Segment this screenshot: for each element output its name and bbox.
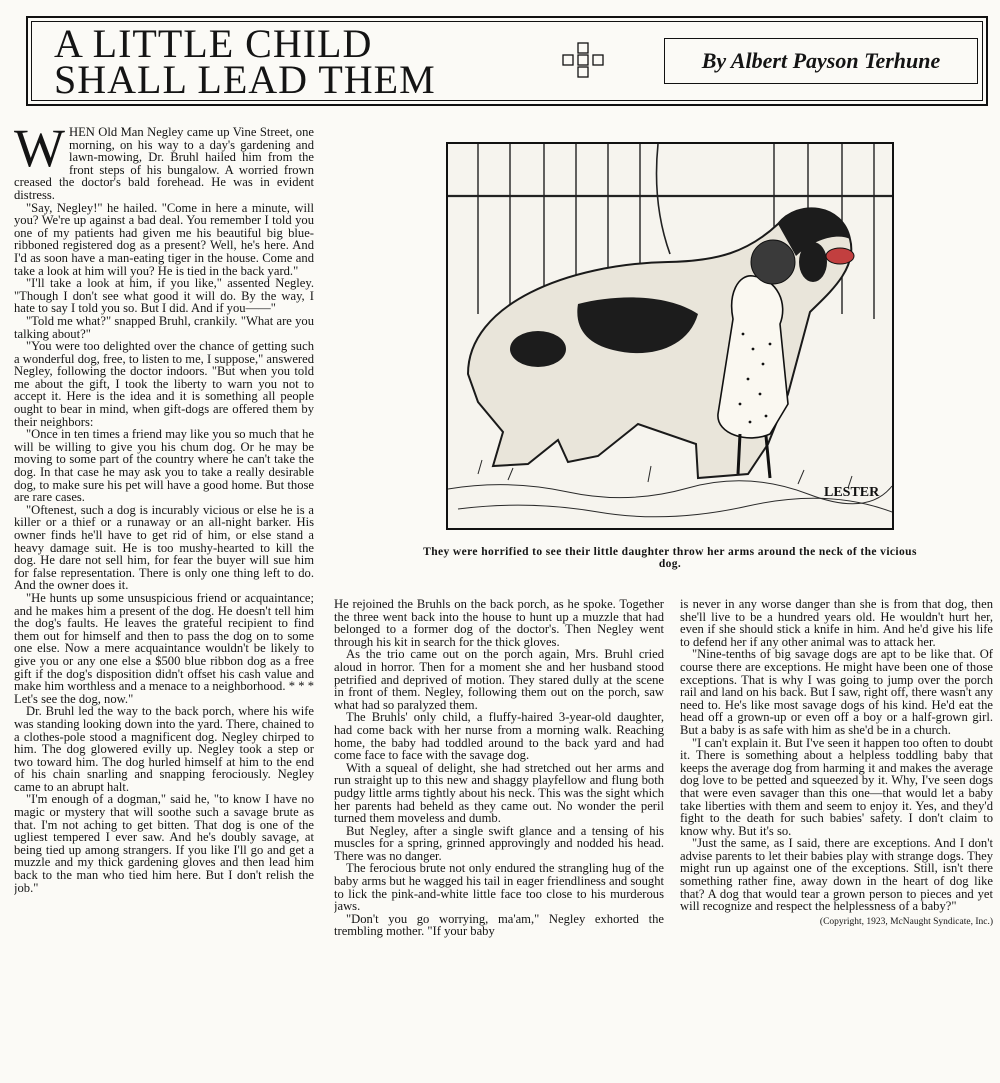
drop-cap: W xyxy=(14,126,65,178)
article-paragraph: "He hunts up some unsuspicious friend or acquaintance; and he makes him a present of the dog. He doesn't tell him the dog's faults. He leaves the grateful recipient to find them out for himself and then to pass the dog on to some one else. Now a mere acquaintance wouldn't be likely to give you or any one else a $500 blue ribbon dog as a free gift if the dog's disposition didn't offset his cash value and make him worthless and a menace to a neighborhood. * * * Let's see the dog, now." xyxy=(14,590,314,706)
byline: By Albert Payson Terhune xyxy=(664,38,978,84)
article-paragraph: The ferocious brute not only endured the strangling hug of the baby arms but he wagged his tail in eager friendliness and sought to lick the pink-and-white little face too close to his murderous jaws. xyxy=(334,861,664,914)
article-paragraph: is never in any worse danger than she is from that dog, then she'll live to be a hundred years old. He wouldn't hurt her, even if she should stick a knife in him. And he'd give his life to defend her if any other animal was to attack her. xyxy=(680,598,993,649)
article-column-3 xyxy=(680,598,993,1068)
paragraph-text: HEN Old Man Negley came up Vine Street, one morning, on his way to a day's gardening and lawn-mowing, Dr. Bruhl hailed him from the front steps of his bungalow. A worried frown creased the doctor's bald forehead. He was in evident distress. xyxy=(14,126,314,202)
article-column-2 xyxy=(334,598,664,1073)
article-paragraph: As the trio came out on the porch again, Mrs. Bruhl cried aloud in horror. Then for a moment she and her husband stood petrified and deprived of motion. They stared dully at the scene in front of them. Negley, following them out on the porch, saw what had so paralyzed them. xyxy=(334,647,664,712)
headline xyxy=(54,21,436,102)
article-paragraph: "Say, Negley!" he hailed. "Come in here a minute, will you? We're up against a bad deal. You remember I told you one of my patients had given me his beautiful big blue-ribboned registered dog as a present? Well, he's here. And I'd as soon have a man-eating tiger in the house. Come and take a look at him will you? He is tied in the back yard." xyxy=(14,200,314,278)
masthead xyxy=(26,16,988,106)
headline-line-2: SHALL LEAD THEM xyxy=(54,57,436,102)
article-paragraph: "I can't explain it. But I've seen it happen too often to doubt it. There is something about a helpless toddling baby that keeps the average dog from harming it and makes the average dog love to be petted and squeezed by it. Why, I've seen dogs that were even savager than this one—that would let a baby take liberties with them and seem to enjoy it. Yes, and they'd fight to the death for such babies' safety. I don't claim to know why. But it's so. xyxy=(680,735,993,838)
article-paragraph: "Told me what?" snapped Bruhl, crankily. "What are you talking about?" xyxy=(14,313,314,341)
article-paragraph: "Once in ten times a friend may like you so much that he will be willing to give you his chum dog. Or he may be moving to some part of the country where he can't take the dog. In that case he may ask you to take a really desirable dog, to make sure his pet will have a good home. But those are rare cases. xyxy=(14,427,314,505)
article-paragraph: He rejoined the Bruhls on the back porch, as he spoke. Together the three went back into the house to hunt up a muzzle that had belonged to a former dog of the doctor's. Then Negley went through his kit in search for the thick gloves. xyxy=(334,598,664,649)
copyright-notice: (Copyright, 1923, McNaught Syndicate, Inc.) xyxy=(819,916,993,927)
article-paragraph: "Nine-tenths of big savage dogs are apt to be like that. Of course there are exceptions. He might have been one of those exceptions. That is why I was going to jump over the porch rail and land on his back. But I saw, right off, there wasn't any need to. He's like most savage dogs of his kind. He'd eat the head off a grown-up or even off a boy or a half-grown girl. But a baby is as safe with him as she'd be in a church. xyxy=(680,647,993,737)
article-paragraph: "You were too delighted over the chance of getting such a wonderful dog, free, to listen to me, I suppose," answered Negley, following the doctor indoors. "But when you told me about the gift, I took the liberty to warn you not to accept it. Here is the idea and it is something all people ought to bear in mind, when gift-dogs are offered them by their neighbors: xyxy=(14,339,314,429)
illustration-caption: They were horrified to see their little daughter throw her arms around the neck of the vicious dog. xyxy=(423,546,917,570)
article-paragraph: "Don't you go worrying, ma'am," Negley exhorted the trembling mother. "If your baby xyxy=(334,911,664,939)
ornament-icon xyxy=(560,40,606,80)
illustration xyxy=(446,142,894,530)
article-paragraph: With a squeal of delight, she had stretched out her arms and run straight up to this new and shaggy playfellow and flung both pudgy little arms tightly about his neck. This was the sight which her parents had beheld as they came out. No wonder the peril turned them moveless and dumb. xyxy=(334,760,664,826)
article-paragraph: "I'm enough of a dogman," said he, "to know I have no magic or mystery that will soothe such a savage brute as that. I'm not aching to get bitten. That dog is one of the ugliest tempered I ever saw. And he's doubly savage, at being tied up among strangers. If you like I'll go and get a muzzle and my thick gardening gloves and then lead him back to the man who tied him here. But I don't relish the job." xyxy=(14,792,314,895)
article-paragraph: "I'll take a look at him, if you like," assented Negley. "Though I don't see what good it will do. By the way, I hate to say I told you so. But I did. And if you——" xyxy=(14,276,314,316)
article-paragraph: "Oftenest, such a dog is incurably vicious or else he is a killer or a thief or a runaway or an all-night barker. His owner finds he'll have to get rid of him, or else stand a heavy damage suit. He is too mushy-hearted to kill the dog. He dare not sell him, for fear the buyer will sue him for false representation. There is only one thing left to do. And the owner does it. xyxy=(14,502,314,593)
article-paragraph: "Just the same, as I said, there are exceptions. And I don't advise parents to let their babies play with strange dogs. They might run up against one of the exceptions. Still, isn't there something rather fine, away down in the heart of dog like that? A dog that would tear a grown person to pieces and yet will recognize and respect the helplessness of a baby?" xyxy=(680,836,993,914)
article-paragraph: The Bruhls' only child, a fluffy-haired 3-year-old daughter, had come back with her nurse from a morning walk. Reaching home, the baby had toddled around to the back yard and had come face to face with the savage dog. xyxy=(334,710,664,763)
article-column-1 xyxy=(14,126,314,1076)
article-paragraph xyxy=(14,126,314,202)
article-paragraph: But Negley, after a single swift glance and a tensing of his muscles for a spring, grinned approvingly and nodded his head. There was no danger. xyxy=(334,823,664,863)
article-paragraph: Dr. Bruhl led the way to the back porch, where his wife was standing looking down into the yard. There, chained to a clothes-pole stood a magnificent dog. Negley chirped to him. The dog glowered evilly up. Negley took a step or two toward him. The dog hurled himself at him to the end of his chain snarling and snapping ferociously. Negley came to an abrupt halt. xyxy=(14,704,314,794)
dog-and-child-illustration xyxy=(448,144,892,528)
headline-line-1: A LITTLE CHILD xyxy=(54,21,373,66)
artist-signature: LESTER xyxy=(824,485,880,500)
